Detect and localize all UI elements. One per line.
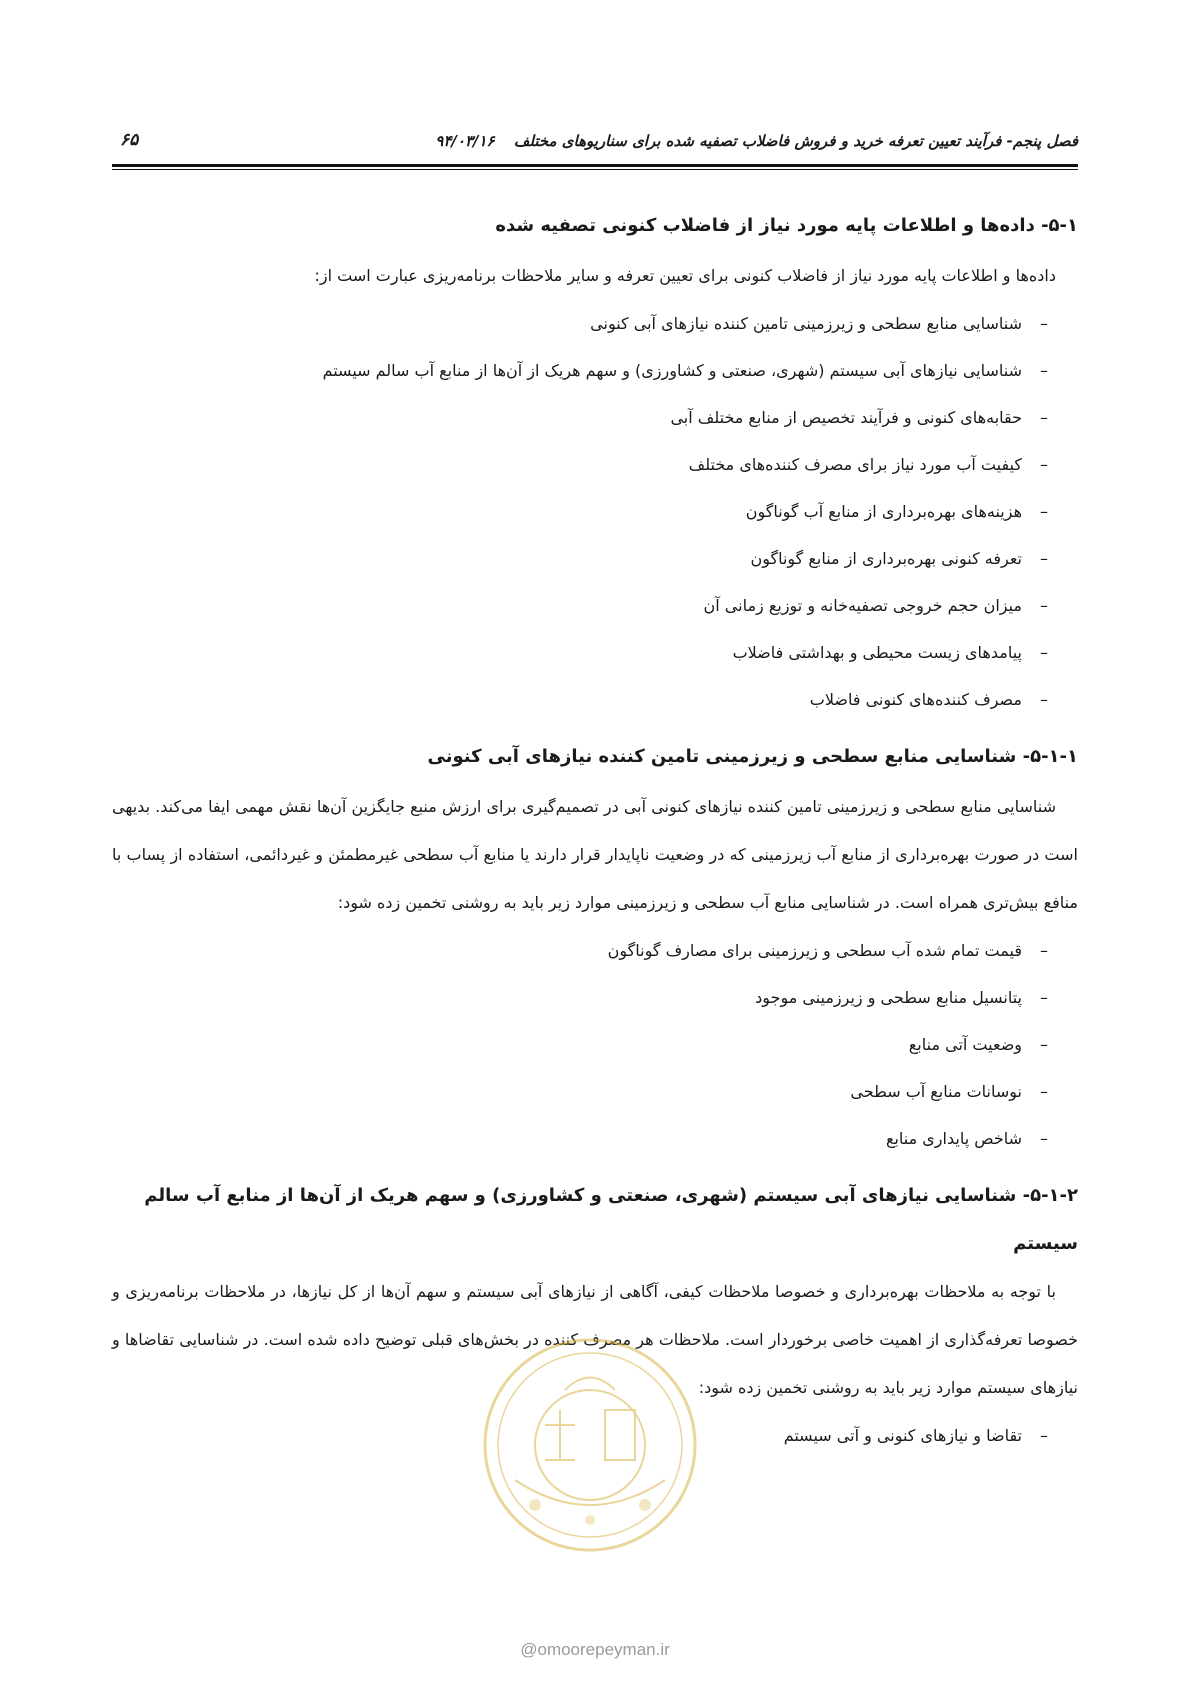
page-header: [112, 128, 1078, 160]
section-5-1-1-list: [112, 927, 1078, 1162]
section-5-1-2-paragraph: با توجه به ملاحظات بهره‌برداری و خصوصا ملاحظات کیفی، آگاهی از نیازهای آبی سیستم و سهم آن‌ها از کل نیازها، در ملاحظات برنامه‌ریزی و خصوصا تعرفه‌گذاری از اهمیت خاصی برخوردار است. ملاحظات هر مصرف کننده در بخش‌های قبلی توضیح داده شده است. در شناسایی تقاضاها و نیازهای سیستم موارد زیر باید به روشنی تخمین زده شود:: [112, 1282, 1078, 1397]
section-5-1-list: [112, 300, 1078, 723]
list-item: – وضعیت آتی منابع: [112, 1021, 1048, 1068]
section-heading-5-1-1: ۵-۱-۱- شناسایی منابع سطحی و زیرزمینی تامین کننده نیازهای آبی کنونی: [427, 746, 1078, 767]
list-item: – شناسایی نیازهای آبی سیستم (شهری، صنعتی و کشاورزی) و سهم هریک از آن‌ها از منابع آب سالم سیستم: [112, 347, 1048, 394]
seal-logo-icon: [475, 1330, 705, 1560]
header-title-line: [435, 132, 1078, 150]
footer-url-text: omoorepeyman.ir: [537, 1640, 670, 1659]
list-item: – شناسایی منابع سطحی و زیرزمینی تامین کننده نیازهای آبی کنونی: [112, 300, 1048, 347]
page-number: ۶۵: [120, 130, 139, 150]
list-item: – نوسانات منابع آب سطحی: [112, 1068, 1048, 1115]
list-item: – کیفیت آب مورد نیاز برای مصرف کننده‌های مختلف: [112, 441, 1048, 488]
list-item: – تعرفه کنونی بهره‌برداری از منابع گوناگون: [112, 535, 1048, 582]
section-heading-5-1-2: ۵-۱-۲- شناسایی نیازهای آبی سیستم (شهری، صنعتی و کشاورزی) و سهم هریک از آن‌ها از منابع آب سالم سیستم: [144, 1185, 1078, 1254]
section-5-1-1-paragraph: شناسایی منابع سطحی و زیرزمینی تامین کننده نیازهای کنونی آبی در تصمیم‌گیری برای ارزش منبع جایگزین آن‌ها نقش مهمی ایفا می‌کند. بدیهی است در صورت بهره‌برداری از منابع آب زیرزمینی که در وضعیت ناپایدار قرار دارند یا منابع آب سطحی غیرمطمئن و غیردائمی، استفاده از پساب با منافع بیش‌تری همراه است. در شناسایی منابع آب سطحی و زیرزمینی موارد زیر باید به روشنی تخمین زده شود:: [112, 797, 1078, 912]
section-heading-5-1: ۵-۱- داده‌ها و اطلاعات پایه مورد نیاز از فاضلاب کنونی تصفیه شده: [495, 215, 1078, 236]
header-divider: [112, 164, 1078, 170]
footer-website: [0, 1640, 1190, 1660]
list-item: – پتانسیل منابع سطحی و زیرزمینی موجود: [112, 974, 1048, 1021]
list-item: – پیامدهای زیست محیطی و بهداشتی فاضلاب: [112, 629, 1048, 676]
header-title: فصل پنجم- فرآیند تعیین تعرفه خرید و فروش فاضلاب تصفیه شده برای سناریوهای مختلف: [513, 132, 1078, 150]
list-item: – میزان حجم خروجی تصفیه‌خانه و توزیع زمانی آن: [112, 582, 1048, 629]
list-item: – حقابه‌های کنونی و فرآیند تخصیص از منابع مختلف آبی: [112, 394, 1048, 441]
list-item: – تقاضا و نیازهای کنونی و آتی سیستم: [112, 1412, 1048, 1459]
list-item: – مصرف کننده‌های کنونی فاضلاب: [112, 676, 1048, 723]
list-item: – شاخص پایداری منابع: [112, 1115, 1048, 1162]
list-item: – قیمت تمام شده آب سطحی و زیرزمینی برای مصارف گوناگون: [112, 927, 1048, 974]
at-icon: @: [520, 1640, 538, 1659]
header-date: ۹۴/۰۳/۱۶: [435, 132, 495, 150]
list-item: – هزینه‌های بهره‌برداری از منابع آب گوناگون: [112, 488, 1048, 535]
page-content: [112, 210, 1078, 1459]
section-5-1-intro: داده‌ها و اطلاعات پایه مورد نیاز از فاضلاب کنونی برای تعیین تعرفه و سایر ملاحظات برنامه‌ریزی عبارت است از:: [314, 266, 1056, 285]
